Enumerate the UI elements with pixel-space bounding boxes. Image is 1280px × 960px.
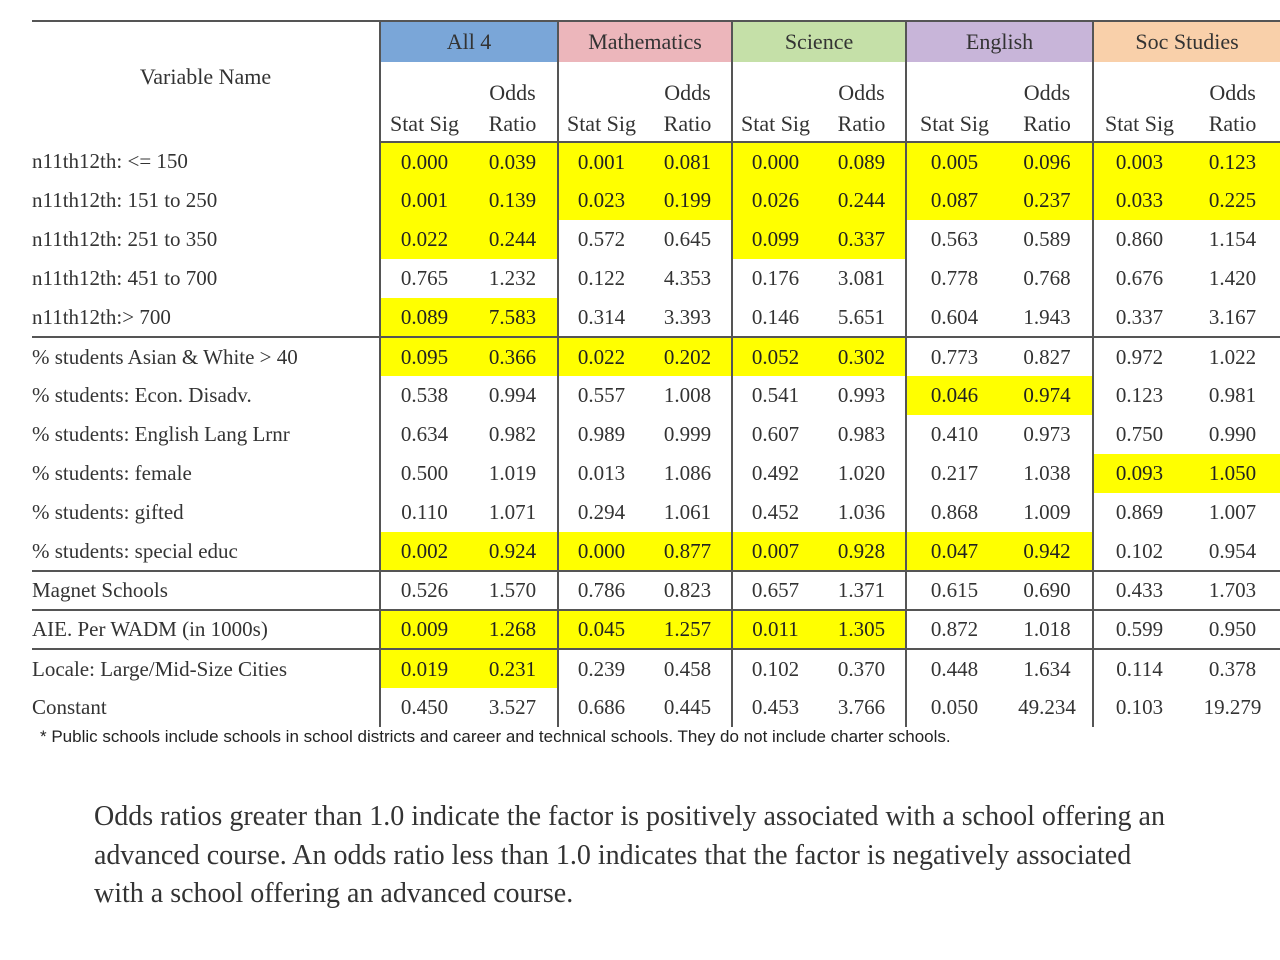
odds-ratio-cell: 0.983: [837, 422, 886, 446]
odds-ratio-cell: 0.690: [1002, 571, 1093, 610]
stat-sig-cell: 0.103: [1093, 688, 1185, 727]
odds-ratio-cell: 0.244: [818, 181, 906, 220]
stat-sig-cell: 0.686: [558, 688, 644, 727]
stat-sig-cell: 0.453: [732, 688, 818, 727]
stat-sig-cell: 0.000: [732, 142, 818, 181]
stat-sig-cell: 0.003: [1093, 142, 1185, 181]
odds-ratio-cell: 0.589: [1023, 227, 1071, 251]
table-row: [32, 493, 1280, 532]
stat-sig-cell: 0.868: [906, 493, 1002, 532]
odds-ratio-cell: 0.999: [663, 422, 712, 446]
stat-sig-cell: 0.492: [732, 454, 818, 493]
stat-sig-cell: 0.607: [732, 415, 818, 454]
group-header-all4: All 4: [380, 21, 558, 62]
stat-sig-cell: 0.001: [558, 142, 644, 181]
stat-sig-cell: 0.860: [1093, 220, 1185, 259]
stat-sig-cell: 0.026: [732, 181, 818, 220]
stat-sig-cell: 0.563: [906, 220, 1002, 259]
stat-sig-cell: 0.019: [380, 649, 468, 688]
stat-sig-cell: 0.657: [732, 571, 818, 610]
table-row: [32, 376, 1280, 415]
stat-sig-cell: 0.046: [906, 376, 1002, 415]
stat-sig-cell: 0.000: [380, 142, 468, 181]
odds-ratio-cell: 0.954: [1208, 538, 1257, 563]
stat-sig-cell: 0.087: [906, 181, 1002, 220]
stat-sig-cell: 0.314: [558, 298, 644, 337]
stat-sig-cell: 0.102: [1093, 532, 1185, 571]
variable-name-cell: n11th12th:> 700: [32, 304, 171, 329]
stat-sig-cell: 0.239: [558, 649, 644, 688]
stat-sig-cell: 0.557: [558, 376, 644, 415]
subheader-stat-sig: Stat Sig: [732, 62, 818, 142]
explanatory-note: Odds ratios greater than 1.0 indicate the factor is positively associated with a school offering an advanced course. An odds ratio less than 1.0 indicates that the factor is negatively associated with a school offering an advanced course.: [94, 801, 1165, 909]
odds-ratio-cell: 0.645: [663, 227, 712, 251]
odds-ratio-cell: 0.378: [1185, 649, 1280, 688]
table-row: [32, 571, 1280, 610]
odds-ratio-cell: 1.036: [837, 500, 886, 524]
odds-ratio-cell: 3.766: [837, 695, 886, 719]
stat-sig-cell: 0.007: [732, 532, 818, 571]
stat-sig-cell: 0.033: [1093, 181, 1185, 220]
stat-sig-cell: 0.778: [906, 259, 1002, 298]
odds-ratio-cell: 1.050: [1185, 454, 1280, 493]
stat-sig-cell: 0.093: [1093, 454, 1185, 493]
odds-ratio-cell: 0.244: [468, 220, 558, 259]
stat-sig-cell: 0.500: [380, 454, 468, 493]
odds-ratio-cell: 3.167: [1208, 304, 1257, 329]
variable-name-cell: n11th12th: 151 to 250: [32, 188, 218, 212]
table-row: [32, 415, 1280, 454]
odds-ratio-cell: 1.009: [1023, 500, 1071, 524]
variable-name-cell: n11th12th: <= 150: [32, 149, 188, 173]
stat-sig-cell: 0.599: [1093, 610, 1185, 649]
group-header-mathematics: Mathematics: [558, 21, 732, 62]
odds-ratio-cell: 5.651: [837, 304, 886, 329]
stat-sig-cell: 0.410: [906, 415, 1002, 454]
odds-ratio-cell: 0.924: [468, 532, 558, 571]
odds-ratio-cell: 0.827: [1002, 337, 1093, 376]
odds-ratio-cell: 1.371: [818, 571, 906, 610]
stat-sig-cell: 0.123: [1093, 376, 1185, 415]
stat-sig-cell: 0.433: [1093, 571, 1185, 610]
stat-sig-cell: 0.450: [380, 688, 468, 727]
odds-ratio-cell: 1.061: [663, 500, 712, 524]
odds-ratio-cell: 0.823: [644, 571, 732, 610]
stat-sig-cell: 0.572: [558, 220, 644, 259]
table-row: [32, 532, 1280, 571]
table-row: [32, 610, 1280, 649]
table-row: [32, 220, 1280, 259]
stat-sig-cell: 0.765: [380, 259, 468, 298]
subheader-stat-sig: Stat Sig: [1093, 62, 1185, 142]
stat-sig-cell: 0.011: [732, 610, 818, 649]
stat-sig-cell: 0.099: [732, 220, 818, 259]
stat-sig-cell: 0.045: [558, 610, 644, 649]
stat-sig-cell: 0.002: [380, 532, 468, 571]
odds-ratio-cell: 0.231: [468, 649, 558, 688]
odds-ratio-cell: 0.990: [1208, 422, 1257, 446]
stat-sig-cell: 0.022: [558, 337, 644, 376]
odds-ratio-cell: 0.089: [818, 142, 906, 181]
variable-name-header: Variable Name: [32, 21, 380, 142]
stat-sig-cell: 0.000: [558, 532, 644, 571]
variable-name-cell: Magnet Schools: [32, 571, 380, 610]
stat-sig-cell: 0.773: [906, 337, 1002, 376]
odds-ratio-cell: 1.154: [1208, 227, 1257, 251]
odds-ratio-cell: 7.583: [468, 298, 558, 337]
table-row: [32, 181, 1280, 220]
odds-ratio-cell: 0.366: [468, 337, 558, 376]
variable-name-cell: n11th12th: 251 to 350: [32, 227, 218, 251]
odds-ratio-cell: 1.008: [663, 383, 712, 407]
odds-ratio-cell: 0.950: [1185, 610, 1280, 649]
odds-ratio-cell: 1.570: [468, 571, 558, 610]
odds-ratio-cell: 0.993: [837, 383, 886, 407]
stat-sig-cell: 0.114: [1093, 649, 1185, 688]
subheader-odds-ratio: Odds Ratio: [1185, 62, 1280, 142]
table-body: [32, 142, 1280, 727]
group-header-english: English: [906, 21, 1093, 62]
footnote: * Public schools include schools in school districts and career and technical schools. They do not include charter schools.: [40, 727, 951, 746]
odds-ratio-cell: 0.982: [488, 422, 537, 446]
stat-sig-cell: 0.052: [732, 337, 818, 376]
odds-ratio-cell: 0.123: [1185, 142, 1280, 181]
subheader-stat-sig: Stat Sig: [380, 62, 468, 142]
odds-ratio-cell: 1.257: [644, 610, 732, 649]
stat-sig-cell: 0.538: [380, 376, 468, 415]
stat-sig-cell: 0.676: [1093, 259, 1185, 298]
stat-sig-cell: 0.786: [558, 571, 644, 610]
odds-ratio-cell: 0.942: [1002, 532, 1093, 571]
subheader-odds-ratio: Odds Ratio: [468, 62, 558, 142]
subheader-stat-sig: Stat Sig: [906, 62, 1002, 142]
stat-sig-cell: 0.122: [558, 259, 644, 298]
variable-name-cell: % students: gifted: [32, 500, 184, 524]
stat-sig-cell: 0.050: [906, 688, 1002, 727]
odds-ratio-cell: 1.007: [1208, 500, 1257, 524]
variable-name-cell: % students Asian & White > 40: [32, 337, 380, 376]
subheader-odds-ratio: Odds Ratio: [1002, 62, 1093, 142]
odds-ratio-cell: 1.086: [663, 461, 712, 485]
stat-sig-cell: 0.604: [906, 298, 1002, 337]
stat-sig-cell: 0.005: [906, 142, 1002, 181]
odds-ratio-cell: 0.981: [1208, 383, 1257, 407]
odds-ratio-cell: 1.943: [1023, 304, 1071, 329]
stat-sig-cell: 0.750: [1093, 415, 1185, 454]
table-row: [32, 259, 1280, 298]
variable-name-cell: % students: special educ: [32, 538, 238, 563]
stat-sig-cell: 0.217: [906, 454, 1002, 493]
odds-ratio-cell: 3.081: [837, 266, 886, 290]
stat-sig-cell: 0.089: [380, 298, 468, 337]
variable-name-cell: AIE. Per WADM (in 1000s): [32, 610, 380, 649]
stat-sig-cell: 0.023: [558, 181, 644, 220]
stat-sig-cell: 0.009: [380, 610, 468, 649]
odds-ratio-cell: 4.353: [663, 266, 712, 290]
odds-ratio-cell: 0.994: [488, 383, 537, 407]
stat-sig-cell: 0.448: [906, 649, 1002, 688]
group-header-row: [32, 21, 1280, 62]
odds-ratio-cell: 0.096: [1002, 142, 1093, 181]
odds-ratio-cell: 1.634: [1002, 649, 1093, 688]
odds-ratio-cell: 0.139: [468, 181, 558, 220]
odds-ratio-cell: 0.445: [663, 695, 712, 719]
odds-ratio-table: [32, 20, 1280, 727]
odds-ratio-cell: 1.071: [488, 500, 537, 524]
variable-name-cell: Locale: Large/Mid-Size Cities: [32, 649, 380, 688]
stat-sig-cell: 0.526: [380, 571, 468, 610]
odds-ratio-cell: 0.973: [1023, 422, 1071, 446]
stat-sig-cell: 0.989: [558, 415, 644, 454]
stat-sig-cell: 0.102: [732, 649, 818, 688]
variable-name-cell: % students: female: [32, 461, 192, 485]
subheader-stat-sig: Stat Sig: [558, 62, 644, 142]
stat-sig-cell: 0.294: [558, 493, 644, 532]
odds-ratio-cell: 3.527: [488, 695, 537, 719]
odds-ratio-cell: 49.234: [1018, 695, 1076, 719]
odds-ratio-cell: 1.022: [1185, 337, 1280, 376]
odds-ratio-cell: 0.199: [644, 181, 732, 220]
odds-ratio-cell: 0.202: [644, 337, 732, 376]
variable-name-cell: Constant: [32, 695, 107, 719]
stat-sig-cell: 0.095: [380, 337, 468, 376]
odds-ratio-cell: 1.018: [1002, 610, 1093, 649]
table-row: [32, 142, 1280, 181]
odds-ratio-cell: 3.393: [663, 304, 712, 329]
stat-sig-cell: 0.013: [558, 454, 644, 493]
odds-ratio-cell: 0.237: [1002, 181, 1093, 220]
subheader-odds-ratio: Odds Ratio: [644, 62, 732, 142]
table-row: [32, 649, 1280, 688]
stat-sig-cell: 0.001: [380, 181, 468, 220]
odds-ratio-cell: 0.877: [644, 532, 732, 571]
subheader-odds-ratio: Odds Ratio: [818, 62, 906, 142]
odds-ratio-cell: 1.019: [488, 461, 537, 485]
odds-ratio-cell: 1.232: [488, 266, 537, 290]
stat-sig-cell: 0.176: [732, 259, 818, 298]
table-row: [32, 454, 1280, 493]
table-row: [32, 688, 1280, 727]
stat-sig-cell: 0.022: [380, 220, 468, 259]
odds-ratio-cell: 0.302: [818, 337, 906, 376]
table-row: [32, 337, 1280, 376]
stat-sig-cell: 0.634: [380, 415, 468, 454]
odds-ratio-cell: 0.337: [818, 220, 906, 259]
odds-ratio-cell: 1.020: [837, 461, 886, 485]
odds-ratio-cell: 0.370: [818, 649, 906, 688]
stat-sig-cell: 0.869: [1093, 493, 1185, 532]
odds-ratio-cell: 1.703: [1185, 571, 1280, 610]
odds-ratio-cell: 1.038: [1023, 461, 1071, 485]
odds-ratio-cell: 1.420: [1208, 266, 1257, 290]
stat-sig-cell: 0.615: [906, 571, 1002, 610]
odds-ratio-cell: 0.081: [644, 142, 732, 181]
odds-ratio-cell: 0.768: [1023, 266, 1071, 290]
odds-ratio-cell: 0.225: [1185, 181, 1280, 220]
stat-sig-cell: 0.872: [906, 610, 1002, 649]
stat-sig-cell: 0.146: [732, 298, 818, 337]
stat-sig-cell: 0.972: [1093, 337, 1185, 376]
odds-ratio-cell: 1.305: [818, 610, 906, 649]
stat-sig-cell: 0.337: [1093, 298, 1185, 337]
odds-ratio-cell: 1.268: [468, 610, 558, 649]
odds-ratio-cell: 0.974: [1002, 376, 1093, 415]
stat-sig-cell: 0.110: [380, 493, 468, 532]
group-header-soc-studies: Soc Studies: [1093, 21, 1280, 62]
odds-ratio-cell: 19.279: [1203, 695, 1262, 719]
variable-name-cell: % students: Econ. Disadv.: [32, 383, 252, 407]
table-row: [32, 298, 1280, 337]
stat-sig-cell: 0.047: [906, 532, 1002, 571]
variable-name-cell: % students: English Lang Lrnr: [32, 422, 290, 446]
variable-name-cell: n11th12th: 451 to 700: [32, 266, 218, 290]
odds-ratio-cell: 0.928: [818, 532, 906, 571]
stat-sig-cell: 0.452: [732, 493, 818, 532]
odds-ratio-cell: 0.039: [468, 142, 558, 181]
stat-sig-cell: 0.541: [732, 376, 818, 415]
group-header-science: Science: [732, 21, 906, 62]
odds-ratio-cell: 0.458: [644, 649, 732, 688]
